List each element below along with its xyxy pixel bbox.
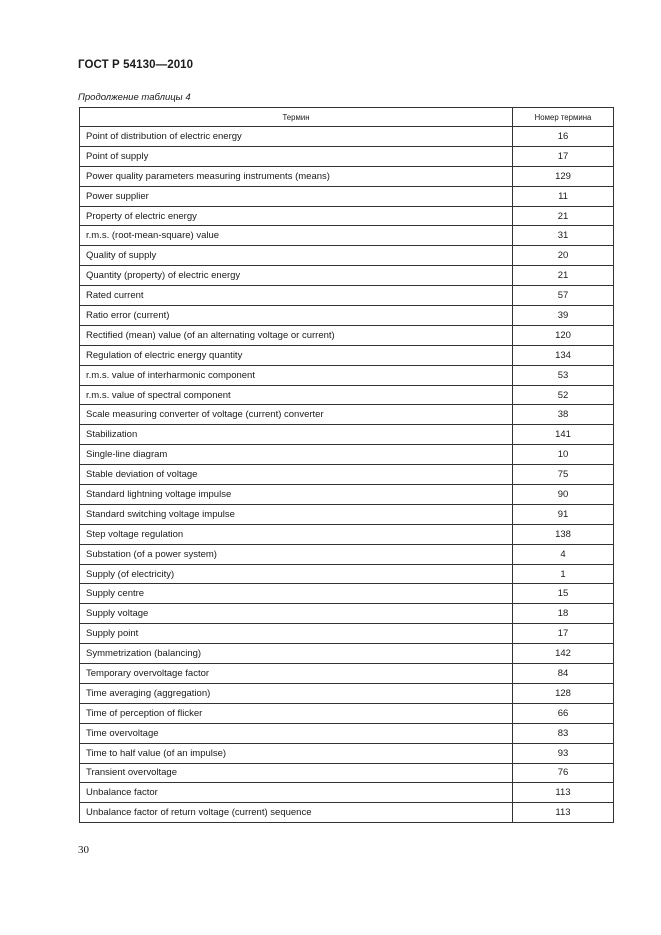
- table-row: [80, 544, 614, 564]
- table-row: [80, 385, 614, 405]
- term-cell: Rated current: [80, 286, 513, 306]
- term-number-cell: 129: [513, 166, 614, 186]
- table-row: [80, 763, 614, 783]
- term-number-cell: 113: [513, 783, 614, 803]
- term-cell: Time of perception of flicker: [80, 703, 513, 723]
- term-cell: Stabilization: [80, 425, 513, 445]
- term-cell: r.m.s. (root-mean-square) value: [80, 226, 513, 246]
- column-header-number: Номер термина: [513, 108, 614, 127]
- table-row: [80, 365, 614, 385]
- term-cell: Point of supply: [80, 146, 513, 166]
- table-row: [80, 325, 614, 345]
- table-row: [80, 206, 614, 226]
- table-header: [80, 108, 614, 127]
- table-row: [80, 803, 614, 823]
- table-row: [80, 166, 614, 186]
- table-row: [80, 345, 614, 365]
- table-row: [80, 703, 614, 723]
- term-cell: Stable deviation of voltage: [80, 465, 513, 485]
- term-cell: Standard lightning voltage impulse: [80, 485, 513, 505]
- term-number-cell: 18: [513, 604, 614, 624]
- term-number-cell: 75: [513, 465, 614, 485]
- term-cell: Regulation of electric energy quantity: [80, 345, 513, 365]
- term-cell: Substation (of a power system): [80, 544, 513, 564]
- term-cell: Time averaging (aggregation): [80, 683, 513, 703]
- term-number-cell: 17: [513, 624, 614, 644]
- term-number-cell: 1: [513, 564, 614, 584]
- term-cell: Single-line diagram: [80, 445, 513, 465]
- term-number-cell: 91: [513, 504, 614, 524]
- term-cell: Scale measuring converter of voltage (current) converter: [80, 405, 513, 425]
- term-number-cell: 52: [513, 385, 614, 405]
- term-cell: Standard switching voltage impulse: [80, 504, 513, 524]
- term-number-cell: 4: [513, 544, 614, 564]
- table-row: [80, 405, 614, 425]
- term-cell: Temporary overvoltage factor: [80, 664, 513, 684]
- table-row: [80, 425, 614, 445]
- term-number-cell: 16: [513, 127, 614, 147]
- table-row: [80, 226, 614, 246]
- term-cell: Supply centre: [80, 584, 513, 604]
- term-cell: Unbalance factor of return voltage (current) sequence: [80, 803, 513, 823]
- table-body: [80, 127, 614, 823]
- term-cell: Ratio error (current): [80, 306, 513, 326]
- term-cell: Time overvoltage: [80, 723, 513, 743]
- table-row: [80, 723, 614, 743]
- table-row: [80, 604, 614, 624]
- table-row: [80, 524, 614, 544]
- term-number-cell: 15: [513, 584, 614, 604]
- term-number-cell: 93: [513, 743, 614, 763]
- term-cell: Transient overvoltage: [80, 763, 513, 783]
- table-row: [80, 306, 614, 326]
- term-cell: r.m.s. value of spectral component: [80, 385, 513, 405]
- term-cell: Quality of supply: [80, 246, 513, 266]
- terms-table: [79, 107, 614, 823]
- term-number-cell: 17: [513, 146, 614, 166]
- table-row: [80, 127, 614, 147]
- table-row: [80, 186, 614, 206]
- table-row: [80, 485, 614, 505]
- term-cell: r.m.s. value of interharmonic component: [80, 365, 513, 385]
- table-row: [80, 644, 614, 664]
- term-cell: Power supplier: [80, 186, 513, 206]
- term-cell: Quantity (property) of electric energy: [80, 266, 513, 286]
- term-number-cell: 90: [513, 485, 614, 505]
- term-number-cell: 66: [513, 703, 614, 723]
- term-number-cell: 21: [513, 266, 614, 286]
- term-number-cell: 10: [513, 445, 614, 465]
- term-number-cell: 21: [513, 206, 614, 226]
- term-number-cell: 11: [513, 186, 614, 206]
- term-number-cell: 141: [513, 425, 614, 445]
- table-row: [80, 286, 614, 306]
- table-row: [80, 465, 614, 485]
- table-row: [80, 683, 614, 703]
- table-row: [80, 266, 614, 286]
- term-cell: Rectified (mean) value (of an alternating voltage or current): [80, 325, 513, 345]
- table-row: [80, 246, 614, 266]
- term-cell: Power quality parameters measuring instruments (means): [80, 166, 513, 186]
- term-number-cell: 20: [513, 246, 614, 266]
- term-number-cell: 57: [513, 286, 614, 306]
- term-cell: Step voltage regulation: [80, 524, 513, 544]
- term-number-cell: 113: [513, 803, 614, 823]
- term-cell: Symmetrization (balancing): [80, 644, 513, 664]
- term-cell: Supply point: [80, 624, 513, 644]
- column-header-term: Термин: [80, 108, 513, 127]
- table-row: [80, 146, 614, 166]
- term-cell: Point of distribution of electric energy: [80, 127, 513, 147]
- term-number-cell: 31: [513, 226, 614, 246]
- term-cell: Supply (of electricity): [80, 564, 513, 584]
- header-row: [80, 108, 614, 127]
- table-row: [80, 664, 614, 684]
- table-row: [80, 584, 614, 604]
- term-number-cell: 138: [513, 524, 614, 544]
- term-cell: Supply voltage: [80, 604, 513, 624]
- term-number-cell: 39: [513, 306, 614, 326]
- term-number-cell: 142: [513, 644, 614, 664]
- term-number-cell: 53: [513, 365, 614, 385]
- table-row: [80, 504, 614, 524]
- table-row: [80, 624, 614, 644]
- term-number-cell: 38: [513, 405, 614, 425]
- table-row: [80, 743, 614, 763]
- page-number: 30: [78, 844, 89, 856]
- table-row: [80, 445, 614, 465]
- term-number-cell: 76: [513, 763, 614, 783]
- table-row: [80, 783, 614, 803]
- term-number-cell: 84: [513, 664, 614, 684]
- term-number-cell: 134: [513, 345, 614, 365]
- term-number-cell: 120: [513, 325, 614, 345]
- table-row: [80, 564, 614, 584]
- table-caption: Продолжение таблицы 4: [78, 92, 191, 103]
- term-cell: Time to half value (of an impulse): [80, 743, 513, 763]
- term-cell: Unbalance factor: [80, 783, 513, 803]
- document-code: ГОСТ Р 54130—2010: [78, 59, 194, 71]
- term-number-cell: 83: [513, 723, 614, 743]
- term-number-cell: 128: [513, 683, 614, 703]
- term-cell: Property of electric energy: [80, 206, 513, 226]
